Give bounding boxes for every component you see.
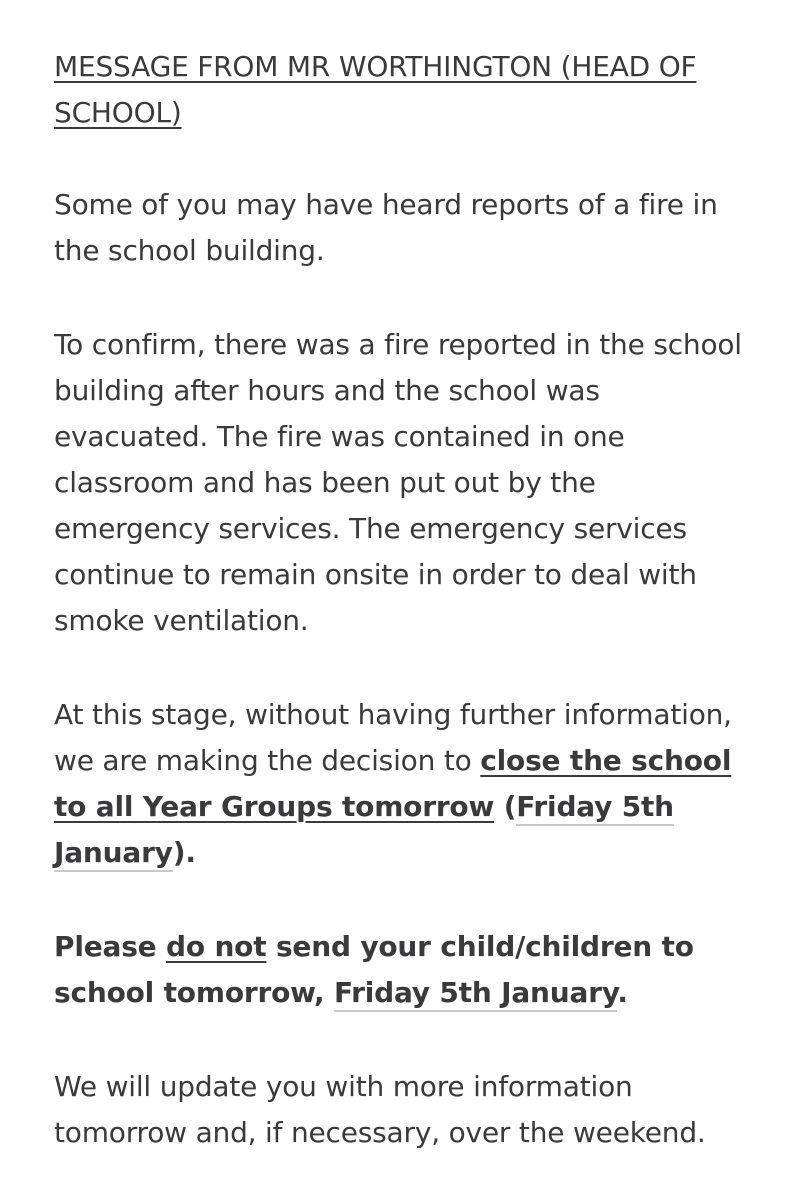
paragraph-fire-reports: Some of you may have heard reports of a fire in the school building. [54, 188, 718, 267]
closure-emphasis: close the school to all Year Groups tomorrow [54, 744, 732, 823]
closure-close: ). [172, 836, 196, 869]
do-not-send-date[interactable]: Friday 5th January [334, 976, 617, 1012]
closure-date[interactable]: Friday 5th January [54, 790, 674, 872]
do-not-emphasis: do not [166, 930, 267, 963]
paragraph-confirmation: To confirm, there was a fire reported in the school building after hours and the school was evacuated. The fire was contained in one classroom and has been put out by the emergency services. The emergency services continue to remain onsite in order to deal with smoke ventilation. [54, 328, 742, 637]
do-not-send-end: . [617, 976, 628, 1009]
closure-lead-text: At this stage, without having further information, we are making the decision to [54, 698, 732, 777]
closure-open-paren: ( [494, 790, 517, 823]
message-body [54, 44, 758, 1156]
do-not-send-lead: Please [54, 930, 167, 963]
paragraph-closure-decision [54, 692, 758, 876]
message-title: MESSAGE FROM MR WORTHINGTON (HEAD OF SCHOOL) [54, 50, 697, 129]
do-not-send-mid: send your child/children to school tomorrow, [54, 930, 694, 1009]
paragraph-do-not-send [54, 924, 758, 1016]
paragraph-update: We will update you with more information tomorrow and, if necessary, over the weekend. [54, 1070, 706, 1149]
